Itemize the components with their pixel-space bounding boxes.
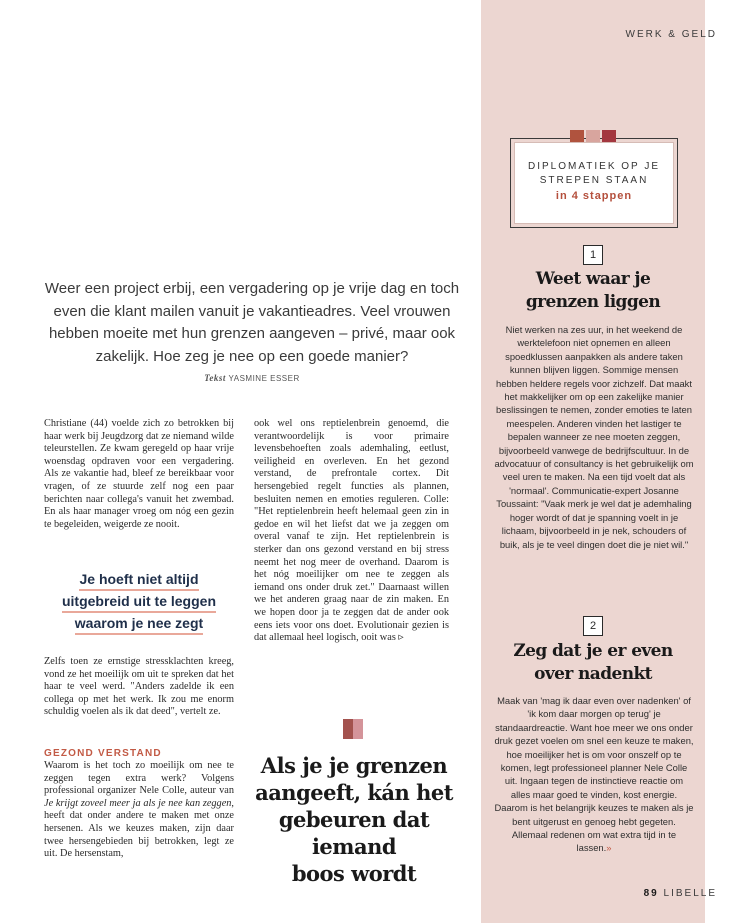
pull-quote-2	[244, 752, 464, 887]
step-title-line: Weet waar je	[535, 269, 651, 289]
section-label: WERK & GELD	[625, 29, 717, 40]
page-footer	[644, 888, 717, 899]
pull-quote-line: uitgebreid uit te leggen	[62, 591, 216, 613]
body-paragraph: Zelfs toen ze ernstige stressklachten kreeg, vond ze het moeilijk om uit te spreken dat het haar te veel werd. "Anders zadelde ik een collega op met het werk. Ik zou me enorm schuldig voelen als ik dat deed", vertelt ze.	[44, 656, 234, 718]
box-title-line: STREPEN STAAN	[539, 175, 649, 186]
step-title	[488, 640, 698, 686]
step-title-line: grenzen liggen	[525, 292, 661, 312]
body-paragraph: Christiane (44) voelde zich zo betrokken bij haar werk bij Jeugdzorg dat ze niemand wilde teleurstellen. Ze kwam geregeld op haar vrije woensdag opdraven voor een vergadering. Als ze vakantie had, bleef ze bereikbaar voor vragen, of ze stuurde zelf nog een paar berichten naar collega's vanuit het zwembad. En als haar manager vroeg om nóg een gezin te begeleiden, weigerde ze nooit.	[44, 418, 234, 530]
byline-label: Tekst	[204, 373, 226, 383]
step-number: 2	[583, 616, 603, 636]
body-column-1	[44, 418, 234, 531]
box-title	[514, 160, 674, 188]
magazine-name: LIBELLE	[663, 888, 717, 899]
byline-author: YASMINE ESSER	[228, 374, 300, 383]
pull-quote-line: waarom je nee zegt	[75, 613, 203, 635]
body-paragraph	[254, 418, 449, 645]
step-title-line: Zeg dat je er even	[513, 641, 673, 661]
page-number: 89	[643, 888, 659, 899]
step-title	[488, 268, 698, 314]
step-number: 1	[583, 245, 603, 265]
subheading: GEZOND VERSTAND	[44, 748, 162, 759]
body-text: , heeft dat onder andere te maken met onze hersenen. Als we keuzes maken, zijn daar twee hersengebieden bij betrokken, legt ze uit. De hersenstam,	[44, 797, 234, 860]
step-text: Niet werken na zes uur, in het weekend de werktelefoon niet opnemen en alleen spoedklussen aanpakken als andere taken kunnen blijven liggen. Sommige mensen hebben heldere regels voor zichzelf. Dat maakt het makkelijker om op een zakelijke manier beslissingen te nemen, zonder emoties te laten meespelen. Anderen vinden het lastiger te bepalen wanneer ze nee moeten zeggen, bijvoorbeeld vanwege de bedrijfscultuur. In de advocatuur of consultancy is het gebruikelijk om veel uren te maken. Na een tijd voelt dat als 'normaal'. Communicatie-expert Josanne Toussaint: "Vaak merk je wel dat je ademhaling hoger wordt of dat je spanning voelt in je lichaam, bijvoorbeeld in je nek, schouders of buik, als je te veel dingen doet die je niet wil."	[494, 324, 694, 550]
book-title: Je krijgt zoveel meer ja als je nee kan zeggen	[44, 797, 232, 809]
body-column-1-end	[44, 760, 234, 861]
pull-quote-1	[44, 569, 234, 635]
step-title-line: over nadenkt	[534, 664, 652, 684]
step-text	[494, 694, 694, 855]
body-text: ook wel ons reptielenbrein genoemd, die verantwoordelijk is voor primaire levensbehoeften zoals ademhaling, eetlust, veiligheid en overleven. En het gezond verstand, de prefrontale cortex. Dit hersengebied regelt functies als plannen, besluiten nemen en emoties reguleren. Colle: "Het reptielenbrein heeft helemaal geen zin in gedoe en wil het liefst dat we ja zeggen om overal vanaf te zijn. Het reptielenbrein is sterker dan ons gezond verstand en bij stress neemt het nog meer de overhand. Daarom is het nóg moeilijker om nee te zeggen als iemand ons onder druk zet." Daarnaast willen we het anderen graag naar de zin maken. En we hopen door ja te zeggen dat de ander ook eens iets voor ons doet. Evolutionair gezien is dat allemaal heel logisch, ooit was	[254, 418, 449, 644]
body-column-2	[254, 418, 449, 645]
box-subtitle: in 4 stappen	[555, 190, 633, 202]
pull-quote-line: Je hoeft niet altijd	[79, 569, 198, 591]
body-paragraph	[44, 760, 234, 861]
pull-quote-line: Als je je grenzen	[260, 753, 448, 778]
step-text-body: Maak van 'mag ik daar even over nadenken' of 'ik kom daar morgen op terug' je standaardreactie. Want hoe meer we ons onder druk gezet voelen om snel een keuze te maken, hoe moeilijker het is om voor onszelf op te komen, legt professioneel planner Nele Colle uit. Ingaan tegen de instinctieve reactie om alles maar goed te vinden, kost energie. Daarom is het belangrijk keuzes te maken als je bent uitgerust en genoeg hebt gegeten. Allemaal redenen om wat extra tijd in te lassen.	[494, 695, 694, 854]
article-lede: Weer een project erbij, een vergadering op je vrije dag en toch even die klant mailen vanuit je vakantieadres. Veel vrouwen hebben moeite met hun grenzen aangeven – privé, maar ook zakelijk. Hoe zeg je nee op een goede manier?	[44, 280, 460, 365]
pull-quote-line: boos wordt	[291, 861, 417, 886]
end-mark-icon: »	[606, 842, 612, 854]
pull-quote-line: aangeeft, kán het	[255, 780, 453, 805]
body-text: Waarom is het toch zo moeilijk om nee te zeggen tegen extra werk? Volgens professional organizer Nele Colle, auteur van	[44, 760, 234, 797]
byline	[44, 373, 460, 383]
box-swatch-icon	[570, 130, 616, 142]
pull-quote-line: gebeuren dat iemand	[278, 807, 430, 859]
body-column-1-cont	[44, 656, 234, 719]
continue-arrow-icon: ▹	[398, 632, 404, 644]
color-swatch-icon	[343, 719, 363, 739]
box-title-line: DIPLOMATIEK OP JE	[528, 161, 660, 172]
